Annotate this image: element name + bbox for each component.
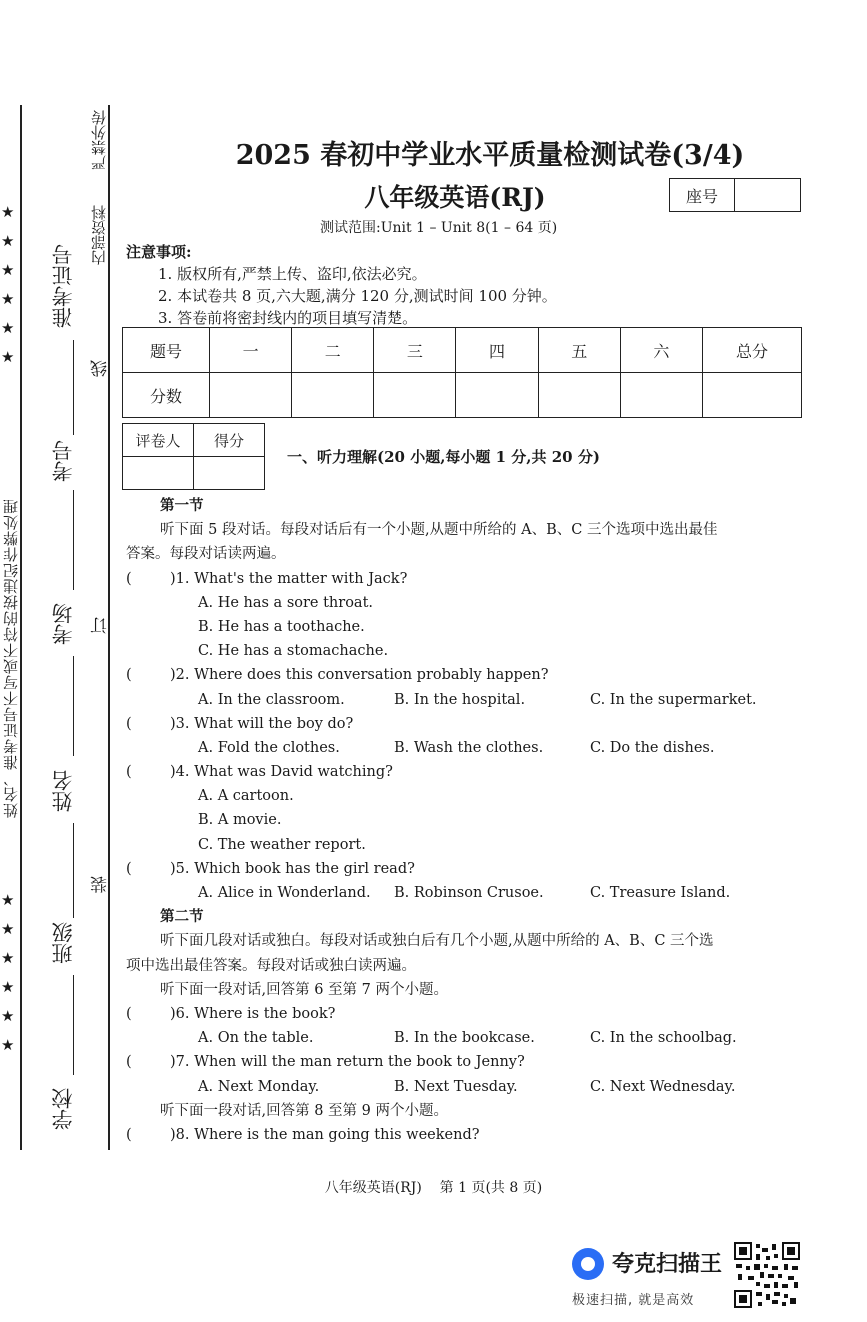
score-entry-cell[interactable] [374, 373, 456, 418]
field-candidate-id-underline [73, 490, 74, 590]
score-entry-cell[interactable] [456, 373, 538, 418]
question-stem: )8. Where is the man going this weekend? [170, 1126, 480, 1143]
field-school: 学校 [51, 1088, 75, 1130]
score-table-score-row [123, 373, 802, 418]
star-icon: ★ [1, 319, 15, 337]
star-icon: ★ [1, 1007, 15, 1025]
sub-instructions: 听下面一段对话,回答第 8 至第 9 两个小题。 [160, 1102, 448, 1119]
option-c: C. In the supermarket. [590, 691, 757, 708]
seal-mark-line: 线 [91, 360, 111, 377]
option-b: B. He has a toothache. [198, 618, 365, 635]
grader-score-cell[interactable] [194, 457, 265, 490]
part-heading: 第一节 [160, 497, 204, 514]
option-a: A. He has a sore throat. [198, 594, 374, 611]
sub-instructions: 听下面一段对话,回答第 6 至第 7 两个小题。 [160, 981, 448, 998]
notes-heading: 注意事项: [126, 243, 192, 261]
field-class-underline [73, 975, 74, 1075]
grader-table [122, 423, 265, 490]
part-instructions: 听下面几段对话或独白。每段对话或独白后有几个小题,从题中所给的 A、B、C 三个选 [160, 933, 714, 950]
question-2 [126, 663, 806, 687]
star-icon: ★ [1, 290, 15, 308]
score-table [122, 327, 802, 418]
score-table-cell: 四 [456, 328, 538, 373]
scanner-slogan: 极速扫描, 就是高效 [572, 1293, 695, 1308]
scanner-name: 夸克扫描王 [612, 1252, 723, 1277]
field-name-underline [73, 823, 74, 918]
answer-bracket[interactable]: ( [126, 764, 132, 781]
exam-subtitle: 八年级英语(RJ) [364, 183, 546, 212]
option-c: C. Treasure Island. [590, 885, 731, 901]
seal-mark-fasten: 装 [91, 876, 111, 893]
question-8 [126, 1123, 806, 1147]
option-a: A. A cartoon. [198, 788, 294, 805]
seal-mark-bind: 订 [91, 617, 111, 634]
answer-bracket[interactable]: ( [126, 667, 132, 684]
question-stem: )1. What's the matter with Jack? [170, 570, 408, 587]
score-entry-cell[interactable] [292, 373, 374, 418]
star-icon: ★ [1, 232, 15, 250]
question-6 [126, 1002, 806, 1026]
question-stem: )2. Where does this conversation probably happen? [170, 667, 549, 684]
grader-score-label: 得分 [194, 424, 265, 457]
score-table-header-row [123, 328, 802, 373]
field-exam-room: 考场 [51, 603, 75, 645]
answer-bracket[interactable]: ( [126, 860, 132, 877]
question-4 [126, 760, 806, 784]
page-footer: 八年级英语(RJ) 第 1 页(共 8 页) [324, 1180, 543, 1196]
exam-title: 2025 春初中学业水平质量检测试卷(3/4) [235, 140, 745, 171]
star-icon: ★ [1, 203, 15, 221]
option-a: A. Alice in Wonderland. [198, 885, 371, 901]
score-entry-cell[interactable] [210, 373, 292, 418]
qr-code-icon [734, 1242, 800, 1308]
option-a: A. Fold the clothes. [198, 739, 340, 756]
scanner-logo-icon [572, 1248, 604, 1280]
answer-bracket[interactable]: ( [126, 1005, 132, 1022]
star-icon: ★ [1, 261, 15, 279]
answer-bracket[interactable]: ( [126, 1054, 132, 1071]
option-b: B. In the bookcase. [394, 1030, 535, 1047]
score-entry-cell[interactable] [703, 373, 802, 418]
score-table-cell: 总分 [703, 328, 802, 373]
grader-reviewer-label: 评卷人 [123, 424, 194, 457]
question-stem: )4. What was David watching? [170, 764, 393, 781]
cheating-warning: 姓名、准考证号不写或不符的按违纪作弊处理 [2, 498, 20, 818]
option-a: A. In the classroom. [198, 691, 345, 708]
option-c: C. In the schoolbag. [590, 1030, 737, 1047]
field-exam-room-underline [73, 656, 74, 756]
side-note-confidential: 严禁外传 [90, 110, 108, 170]
score-row-label: 分数 [123, 373, 210, 418]
field-candidate-id: 考号 [51, 440, 75, 482]
star-column-top [1, 198, 14, 372]
question-stem: )3. What will the boy do? [170, 715, 354, 732]
test-scope: 测试范围:Unit 1 – Unit 8(1 – 64 页) [320, 220, 558, 236]
grader-reviewer-cell[interactable] [123, 457, 194, 490]
score-entry-cell[interactable] [538, 373, 620, 418]
side-note-internal: 内部资料 [90, 205, 108, 265]
question-7 [126, 1050, 806, 1074]
question-1 [126, 567, 806, 591]
part-instructions: 听下面 5 段对话。每段对话后有一个小题,从题中所给的 A、B、C 三个选项中选出最佳 [160, 522, 718, 539]
part-instructions: 项中选出最佳答案。每段对话或独白读两遍。 [126, 957, 416, 974]
answer-bracket[interactable]: ( [126, 715, 132, 732]
option-c: C. Do the dishes. [590, 739, 715, 756]
question-stem: )6. Where is the book? [170, 1005, 336, 1022]
star-icon: ★ [1, 949, 15, 967]
seat-number-field[interactable] [735, 179, 800, 211]
question-3 [126, 712, 806, 736]
field-name: 姓名 [51, 770, 75, 812]
option-b: B. Next Tuesday. [394, 1078, 518, 1095]
question-stem: )7. When will the man return the book to Jenny? [170, 1054, 525, 1071]
star-icon: ★ [1, 1036, 15, 1054]
score-table-cell: 一 [210, 328, 292, 373]
option-c: C. The weather report. [198, 836, 366, 853]
score-table-cell: 二 [292, 328, 374, 373]
score-table-cell: 三 [374, 328, 456, 373]
score-table-cell: 六 [620, 328, 702, 373]
option-b: B. In the hospital. [394, 691, 526, 708]
field-class: 班级 [51, 922, 75, 964]
option-c: C. He has a stomachache. [198, 643, 389, 660]
option-c: C. Next Wednesday. [590, 1078, 736, 1095]
section-title-listening: 一、听力理解(20 小题,每小题 1 分,共 20 分) [287, 448, 600, 466]
star-icon: ★ [1, 920, 15, 938]
star-icon: ★ [1, 348, 15, 366]
score-table-cell: 题号 [123, 328, 210, 373]
question-stem: )5. Which book has the girl read? [170, 860, 415, 877]
note-item: 2. 本试卷共 8 页,六大题,满分 120 分,测试时间 100 分钟。 [158, 287, 557, 305]
field-exam-number-underline [73, 340, 74, 435]
answer-bracket[interactable]: ( [126, 1126, 132, 1143]
part-instructions: 答案。每段对话读两遍。 [126, 546, 286, 563]
question-body [126, 494, 806, 1147]
star-column-bottom [1, 886, 14, 1060]
star-icon: ★ [1, 978, 15, 996]
seat-number-label: 座号 [670, 179, 735, 211]
seat-number-box [669, 178, 801, 212]
field-exam-number: 准考证号 [51, 244, 75, 328]
note-item: 1. 版权所有,严禁上传、盗印,依法必究。 [158, 265, 427, 283]
note-item: 3. 答卷前将密封线内的项目填写清楚。 [158, 309, 418, 327]
option-a: A. On the table. [198, 1030, 314, 1047]
option-b: B. A movie. [198, 812, 282, 829]
option-b: B. Robinson Crusoe. [394, 885, 544, 901]
score-entry-cell[interactable] [620, 373, 702, 418]
question-5 [126, 857, 806, 881]
option-b: B. Wash the clothes. [394, 739, 544, 756]
part-heading: 第二节 [160, 908, 204, 926]
score-table-cell: 五 [538, 328, 620, 373]
exam-notes [126, 241, 557, 329]
answer-bracket[interactable]: ( [126, 570, 132, 587]
star-icon: ★ [1, 891, 15, 909]
option-a: A. Next Monday. [198, 1078, 320, 1095]
